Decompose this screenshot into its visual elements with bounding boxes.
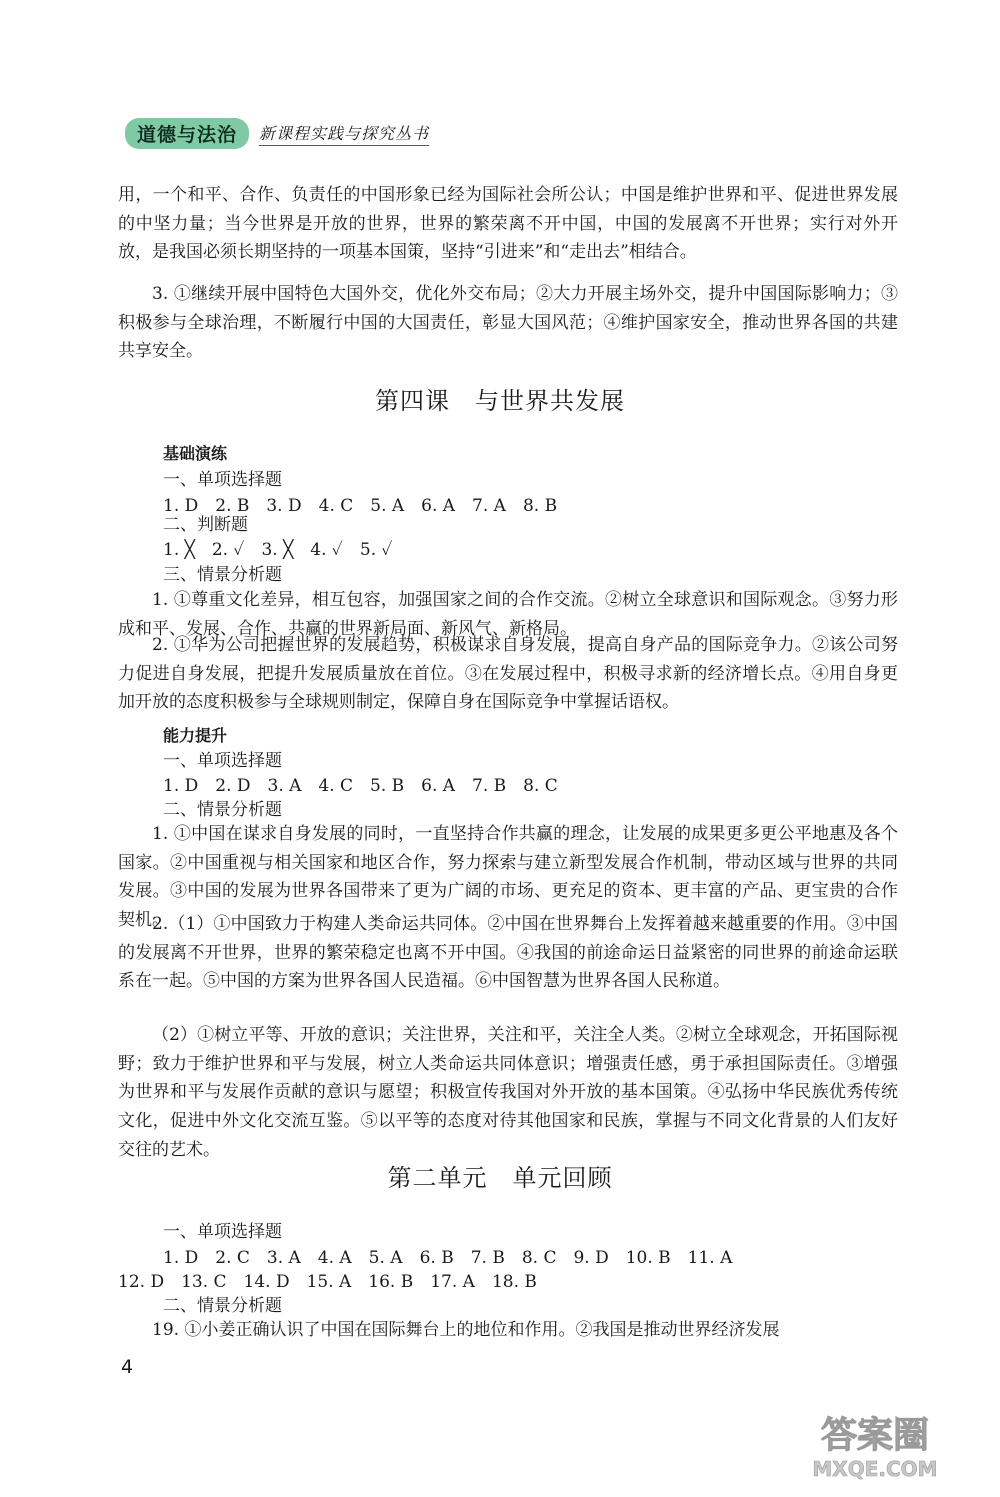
page-number: 4 bbox=[121, 1356, 134, 1378]
unit-scenario-19: 19. ①小姜正确认识了中国在国际舞台上的地位和作用。②我国是推动世界经济发展 bbox=[152, 1320, 780, 1340]
page-header bbox=[125, 118, 429, 149]
unit-single-choice-heading: 一、单项选择题 bbox=[163, 1222, 282, 1242]
unit-2-title: 第二单元 单元回顾 bbox=[387, 1164, 613, 1192]
unit-scenario-heading: 二、情景分析题 bbox=[163, 1296, 282, 1316]
unit-single-choice-answers-2: 12. D 13. C 14. D 15. A 16. B 17. A 18. B bbox=[118, 1272, 537, 1292]
svg-text:MXQE.COM: MXQE.COM bbox=[812, 1457, 938, 1481]
subject-badge: 道德与法治 bbox=[125, 118, 249, 149]
advanced-scenario-heading: 二、情景分析题 bbox=[163, 800, 282, 820]
advanced-heading: 能力提升 bbox=[163, 726, 228, 745]
basic-single-choice-heading: 一、单项选择题 bbox=[163, 470, 282, 490]
basic-scenario-2: 2. ①华为公司把握世界的发展趋势，积极谋求自身发展，提高自身产品的国际竞争力。②该公司努力促进自身发展，把提升发展质量放在首位。③在发展过程中，积极寻求新的经济增长点。④用自身更加开放的态度积极参与全球规则制定，保障自身在国际竞争中掌握话语权。 bbox=[118, 635, 898, 713]
basic-judge-answers: 1. ╳ 2. ✓ 3. ╳ 4. ✓ 5. ✓ bbox=[163, 540, 393, 560]
basic-single-choice-answers: 1. D 2. B 3. D 4. C 5. A 6. A 7. A 8. B bbox=[163, 496, 558, 516]
basic-scenario-heading: 三、情景分析题 bbox=[163, 565, 282, 585]
svg-text:答案圈: 答案圈 bbox=[820, 1415, 930, 1456]
advanced-single-choice-heading: 一、单项选择题 bbox=[163, 751, 282, 771]
advanced-scenario-2-part-2: （2）①树立平等、开放的意识；关注世界，关注和平，关注全人类。②树立全球观念，开拓国际视野；致力于维护世界和平与发展，树立人类命运共同体意识；增强责任感，勇于承担国际责任。③增强为世界和平与发展作贡献的意识与愿望；积极宣传我国对外开放的基本国策。④弘扬中华民族优秀传统文化，促进中外文化交流互鉴。⑤以平等的态度对待其他国家和民族，掌握与不同文化背景的人们友好交往的艺术。 bbox=[118, 1025, 898, 1160]
intro-paragraph-2: 3. ①继续开展中国特色大国外交，优化外交布局；②大力开展主场外交，提升中国国际影响力；③积极参与全球治理，不断履行中国的大国责任，彰显大国风范；④维护国家安全，推动世界各国的共建共享安全。 bbox=[118, 284, 898, 362]
series-title: 新课程实践与探究丛书 bbox=[259, 121, 429, 146]
watermark-logo bbox=[790, 1402, 960, 1482]
basic-judge-heading: 二、判断题 bbox=[163, 515, 248, 535]
intro-paragraph-1: 用，一个和平、合作、负责任的中国形象已经为国际社会所公认；中国是维护世界和平、促进世界发展的中坚力量；当今世界是开放的世界，世界的繁荣离不开中国，中国的发展离不开世界；实行对外开放，是我国必须长期坚持的一项基本国策，坚持“引进来”和“走出去”相结合。 bbox=[118, 185, 898, 263]
advanced-single-choice-answers: 1. D 2. D 3. A 4. C 5. B 6. A 7. B 8. C bbox=[163, 776, 558, 796]
unit-single-choice-answers-1: 1. D 2. C 3. A 4. A 5. A 6. B 7. B 8. C 9. D 10. B 11. A bbox=[163, 1248, 733, 1268]
basic-practice-heading: 基础演练 bbox=[163, 444, 228, 463]
advanced-scenario-2-part-1: 2.（1）①中国致力于构建人类命运共同体。②中国在世界舞台上发挥着越来越重要的作用。③中国的发展离不开世界，世界的繁荣稳定也离不开中国。④我国的前途命运日益紧密的同世界的前途命运联系在一起。⑤中国的方案为世界各国人民造福。⑥中国智慧为世界各国人民称道。 bbox=[118, 914, 898, 992]
advanced-scenario-1: 1. ①中国在谋求自身发展的同时，一直坚持合作共赢的理念，让发展的成果更多更公平地惠及各个国家。②中国重视与相关国家和地区合作，努力探索与建立新型发展合作机制，带动区域与世界的共同发展。③中国的发展为世界各国带来了更为广阔的市场、更充足的资本、更丰富的产品、更宝贵的合作契机。 bbox=[118, 824, 898, 931]
basic-scenario-1: 1. ①尊重文化差异，相互包容，加强国家之间的合作交流。②树立全球意识和国际观念。③努力形成和平、发展、合作、共赢的世界新局面、新风气、新格局。 bbox=[118, 590, 898, 639]
lesson-4-title: 第四课 与世界共发展 bbox=[375, 387, 625, 415]
